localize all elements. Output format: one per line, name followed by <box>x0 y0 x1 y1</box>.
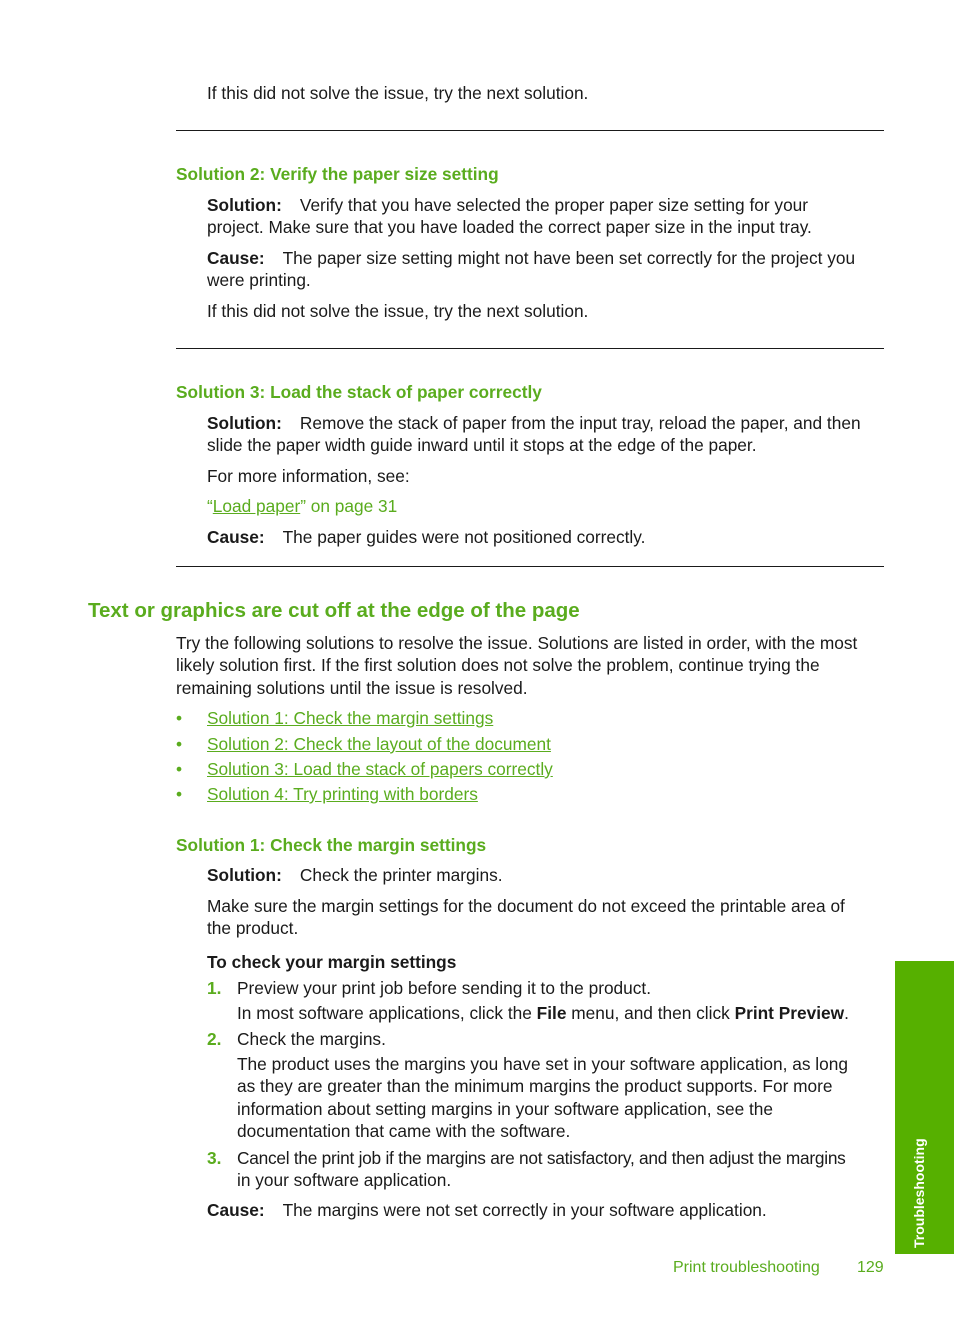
step-detail-text: In most software applications, click the <box>237 1003 537 1023</box>
step-detail-line3: information about setting margins in your software application, see the <box>237 1099 774 1119</box>
margin-solution-heading: Solution 1: Check the margin settings <box>176 835 487 855</box>
solution3-heading: Solution 3: Load the stack of paper correctly <box>176 382 542 402</box>
step-text: Check the margins. <box>237 1029 386 1049</box>
step-detail-line2: as they are greater than the minimum margins the product supports. For more <box>237 1076 833 1096</box>
step-text-line1: Cancel the print job if the margins are not satisfactory, and then adjust the margins <box>237 1148 846 1168</box>
bullet: • <box>176 708 183 728</box>
step-text-line2: in your software application. <box>237 1170 452 1190</box>
step-number: 1. <box>207 978 222 998</box>
solution2-cause-text: The paper size setting might not have been set correctly for the project you <box>282 248 856 268</box>
bullet: • <box>176 784 183 804</box>
step-number: 3. <box>207 1148 222 1168</box>
bullet: • <box>176 759 183 779</box>
side-tab-label: Troubleshooting <box>911 1138 927 1248</box>
divider <box>176 566 884 567</box>
solution2-cause-line2: were printing. <box>207 270 311 290</box>
solution3-cause-line <box>207 526 645 549</box>
list-item <box>176 707 182 730</box>
section-intro-line1: Try the following solutions to resolve the issue. Solutions are listed in order, with the most <box>176 633 858 653</box>
solution2-heading: Solution 2: Verify the paper size setting <box>176 164 499 184</box>
section-heading: Text or graphics are cut off at the edge of the page <box>88 599 580 622</box>
margin-cause-text: The margins were not set correctly in your software application. <box>282 1200 767 1220</box>
file-menu-term: File <box>536 1003 567 1023</box>
step-detail-line4: documentation that came with the software. <box>237 1121 571 1141</box>
solution3-solution-line1 <box>207 412 861 435</box>
procedure-title: To check your margin settings <box>207 952 457 972</box>
margin-solution-line <box>207 864 503 887</box>
page-reference: ” on page 31 <box>300 496 398 516</box>
cause-label: Cause: <box>207 1200 265 1220</box>
solution2-link[interactable]: Solution 2: Check the layout of the document <box>207 734 551 754</box>
section-intro-line3: remaining solutions until the issue is resolved. <box>176 678 528 698</box>
margin-para-line2: the product. <box>207 918 299 938</box>
step-detail-text: menu, and then click <box>566 1003 735 1023</box>
cause-label: Cause: <box>207 248 265 268</box>
next-solution-text: If this did not solve the issue, try the next solution. <box>207 83 589 103</box>
next-solution-text: If this did not solve the issue, try the next solution. <box>207 301 589 321</box>
bullet: • <box>176 734 183 754</box>
page-number: 129 <box>857 1259 884 1276</box>
footer-section: Print troubleshooting <box>673 1259 820 1276</box>
margin-solution-text: Check the printer margins. <box>299 865 503 885</box>
step-detail-text: . <box>844 1003 849 1023</box>
solution1-link[interactable]: Solution 1: Check the margin settings <box>207 708 494 728</box>
solution3-link[interactable]: Solution 3: Load the stack of papers correctly <box>207 759 553 779</box>
more-info-text: For more information, see: <box>207 466 410 486</box>
step-text: Preview your print job before sending it to the product. <box>237 978 652 998</box>
list-item <box>176 733 182 756</box>
list-item <box>176 758 182 781</box>
divider <box>176 348 884 349</box>
step-detail-line1: The product uses the margins you have set in your software application, as long <box>237 1054 848 1074</box>
solution-label: Solution: <box>207 195 282 215</box>
solution3-solution-line2: slide the paper width guide inward until it stops at the edge of the paper. <box>207 435 757 455</box>
margin-para-line1: Make sure the margin settings for the document do not exceed the printable area of <box>207 896 845 916</box>
load-paper-link[interactable]: Load paper <box>212 496 301 516</box>
quote-open: “ <box>207 496 213 516</box>
print-preview-term: Print Preview <box>734 1003 845 1023</box>
load-paper-reference <box>207 495 397 518</box>
step-detail <box>237 1002 849 1025</box>
margin-cause-line <box>207 1199 767 1222</box>
list-item <box>176 783 182 806</box>
cause-label: Cause: <box>207 527 265 547</box>
solution-label: Solution: <box>207 413 282 433</box>
section-intro-line2: likely solution first. If the first solution does not solve the problem, continue trying the <box>176 655 820 675</box>
solution2-solution-line1 <box>207 194 808 217</box>
solution2-solution-line2: project. Make sure that you have loaded the correct paper size in the input tray. <box>207 217 812 237</box>
solution3-solution-text: Remove the stack of paper from the input tray, reload the paper, and then <box>299 413 861 433</box>
solution4-link[interactable]: Solution 4: Try printing with borders <box>207 784 478 804</box>
solution-label: Solution: <box>207 865 282 885</box>
solution3-cause-text: The paper guides were not positioned correctly. <box>282 527 646 547</box>
solution2-cause-line1 <box>207 247 855 270</box>
step-number: 2. <box>207 1029 222 1049</box>
divider <box>176 130 884 131</box>
solution2-solution-text: Verify that you have selected the proper paper size setting for your <box>299 195 809 215</box>
